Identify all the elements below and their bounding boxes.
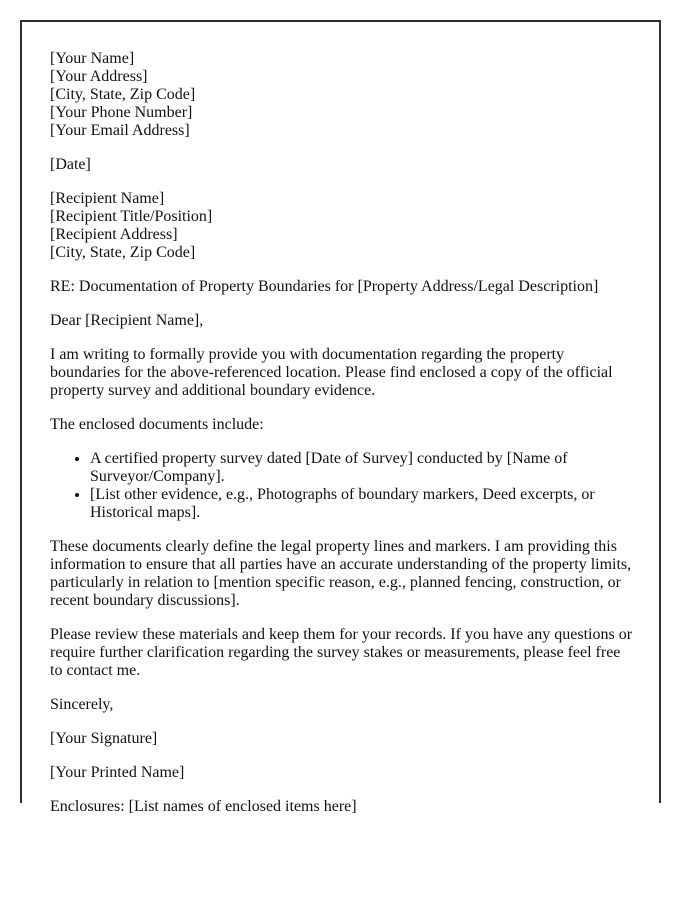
list-item-other-evidence: • [List other evidence, e.g., Photographs of boundary markers, Deed excerpts, or Historical maps]. [90, 486, 635, 522]
salutation: Dear [Recipient Name], [50, 312, 204, 329]
closing: Sincerely, [50, 696, 114, 713]
recipient-address: [Recipient Address] [50, 226, 178, 243]
recipient-address-block [50, 190, 635, 262]
recipient-name: [Recipient Name] [50, 190, 165, 207]
sender-email: [Your Email Address] [50, 122, 190, 139]
letter-body [22, 22, 659, 816]
subject-line: RE: Documentation of Property Boundaries for [Property Address/Legal Description] [50, 278, 599, 295]
list-item-survey: • A certified property survey dated [Date of Survey] conducted by [Name of Surveyor/Company]. [90, 450, 635, 486]
enclosures-line: Enclosures: [List names of enclosed items here] [50, 798, 357, 815]
sender-city-state-zip: [City, State, Zip Code] [50, 86, 196, 103]
recipient-title: [Recipient Title/Position] [50, 208, 213, 225]
recipient-city-state-zip: [City, State, Zip Code] [50, 244, 196, 261]
sender-address-block [50, 50, 635, 140]
paragraph-definition: These documents clearly define the legal property lines and markers. I am providing this information to ensure that all parties have an accurate understanding of the property limits, particularly in relation to [mention specific reason, e.g., planned fencing, construction, or recent boundary discussions]. [50, 538, 632, 609]
letter-page [20, 20, 661, 815]
sender-name: [Your Name] [50, 50, 135, 67]
letter-date: [Date] [50, 156, 91, 173]
printed-name-placeholder: [Your Printed Name] [50, 764, 185, 781]
paragraph-intro: I am writing to formally provide you with documentation regarding the property boundaries for the above-referenced location. Please find enclosed a copy of the official property survey and additional boundary evidence. [50, 346, 613, 399]
enclosed-documents-list [50, 450, 635, 522]
signature-placeholder: [Your Signature] [50, 730, 158, 747]
sender-address: [Your Address] [50, 68, 148, 85]
sender-phone: [Your Phone Number] [50, 104, 193, 121]
paragraph-review: Please review these materials and keep them for your records. If you have any questions or require further clarification regarding the survey stakes or measurements, please feel free to contact me. [50, 626, 633, 679]
paragraph-enclosed-intro: The enclosed documents include: [50, 416, 264, 433]
